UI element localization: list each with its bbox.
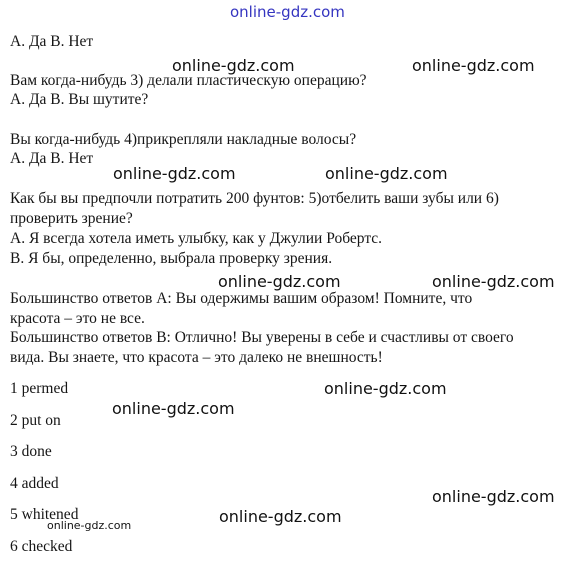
watermark-text: online-gdz.com	[47, 519, 132, 532]
watermark-text: online-gdz.com	[219, 507, 342, 526]
watermark-text: online-gdz.com	[230, 3, 345, 21]
text-line: Как бы вы предпочли потратить 200 фунтов: 5)отбелить ваши зубы или 6)	[10, 190, 499, 207]
watermark-text: online-gdz.com	[432, 487, 555, 506]
text-line: вида. Вы знаете, что красота – это далеко не внешность!	[10, 349, 383, 366]
watermark-text: online-gdz.com	[172, 56, 295, 75]
watermark-text: online-gdz.com	[324, 379, 447, 398]
text-line: Большинство ответов В: Отлично! Вы уверены в себе и счастливы от своего	[10, 329, 514, 346]
watermark-text: online-gdz.com	[325, 164, 448, 183]
text-line: В. Я бы, определенно, выбрала проверку зрения.	[10, 250, 333, 267]
watermark-text: online-gdz.com	[412, 56, 535, 75]
text-line: А. Да В. Нет	[10, 33, 94, 50]
text-line: Большинство ответов А: Вы одержимы вашим образом! Помните, что	[10, 290, 473, 307]
text-line: Вам когда-нибудь 3) делали пластическую операцию?	[10, 72, 367, 89]
watermark-text: online-gdz.com	[218, 272, 341, 291]
text-line: А. Да В. Вы шутите?	[10, 91, 149, 108]
answer-item: 4 added	[10, 475, 59, 492]
answer-item: 2 put on	[10, 412, 61, 429]
text-line: А. Да В. Нет	[10, 150, 94, 167]
watermark-text: online-gdz.com	[432, 272, 555, 291]
watermark-text: online-gdz.com	[112, 399, 235, 418]
answer-item: 1 permed	[10, 380, 69, 397]
text-line: красота – это не все.	[10, 310, 145, 327]
text-line: Вы когда-нибудь 4)прикрепляли накладные волосы?	[10, 131, 357, 148]
answer-item: 5 whitened	[10, 506, 79, 523]
text-line: проверить зрение?	[10, 210, 133, 227]
answer-item: 6 checked	[10, 538, 73, 555]
answer-item: 3 done	[10, 443, 52, 460]
text-line: А. Я всегда хотела иметь улыбку, как у Джулии Робертс.	[10, 230, 383, 247]
watermark-text: online-gdz.com	[113, 164, 236, 183]
